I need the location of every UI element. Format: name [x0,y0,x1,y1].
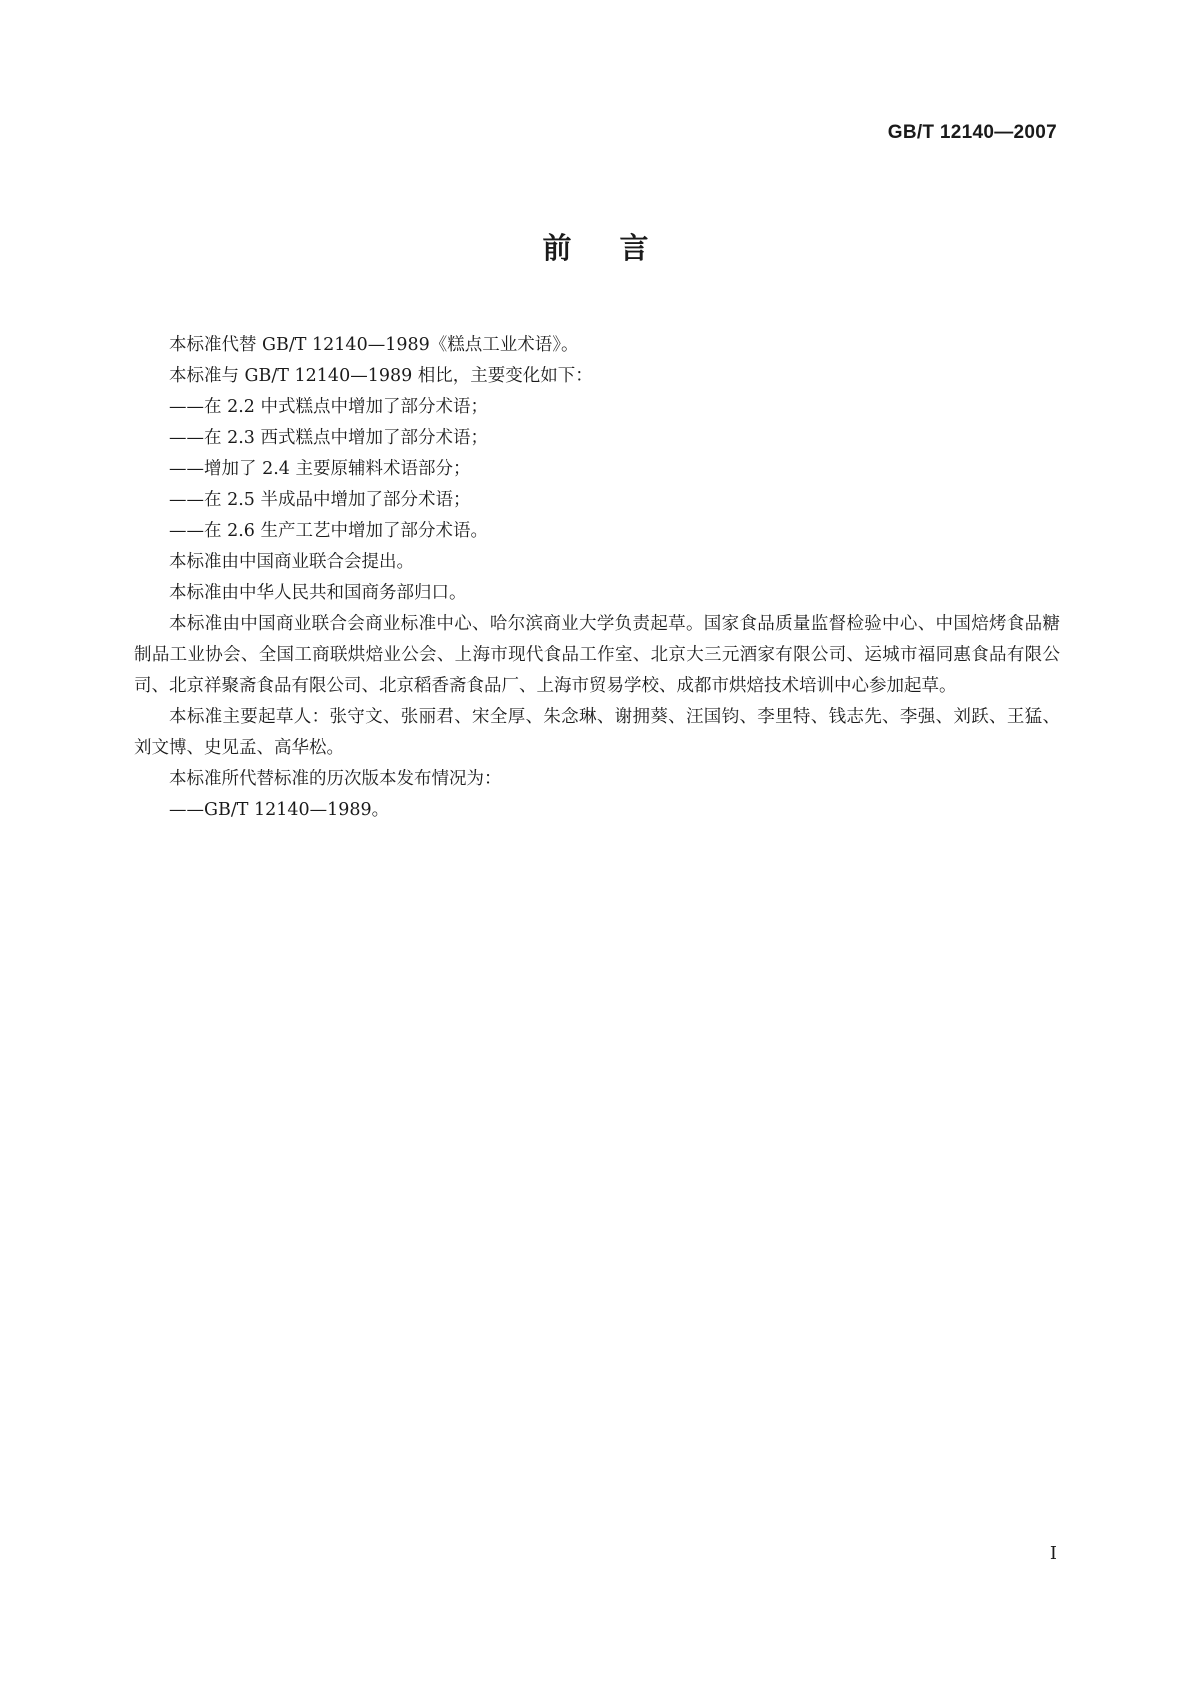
list-item-change: ——在 2.6 生产工艺中增加了部分术语。 [169,521,488,541]
paragraph-previous-editions: 本标准所代替标准的历次版本发布情况为： [169,769,502,789]
list-item-change: ——在 2.5 半成品中增加了部分术语； [169,490,471,510]
page-title: 前言 [542,231,697,265]
paragraph-replaces: 本标准代替 GB/T 12140—1989《糕点工业术语》。 [169,335,579,355]
page-number: I [1049,1543,1057,1564]
list-item-change: ——在 2.3 西式糕点中增加了部分术语； [169,428,488,448]
list-item-edition: ——GB/T 12140—1989。 [169,800,390,820]
list-item-change: ——增加了 2.4 主要原辅料术语部分； [169,459,471,479]
paragraph-changes-intro: 本标准与 GB/T 12140—1989 相比，主要变化如下： [169,366,593,386]
list-item-change: ——在 2.2 中式糕点中增加了部分术语； [169,397,488,417]
standard-code: GB/T 12140—2007 [887,122,1057,143]
paragraph-drafters: 本标准主要起草人：张守文、张丽君、宋全厚、朱念琳、谢拥葵、汪国钧、李里特、钱志先、李强、刘跃、王猛、刘文博、史见孟、高华松。 [134,707,1060,758]
paragraph-administered-by: 本标准由中华人民共和国商务部归口。 [169,583,467,603]
paragraph-proposed-by: 本标准由中国商业联合会提出。 [169,552,414,572]
preface-body [134,330,1060,826]
paragraph-drafting-units: 本标准由中国商业联合会商业标准中心、哈尔滨商业大学负责起草。国家食品质量监督检验中心、中国焙烤食品糖制品工业协会、全国工商联烘焙业公会、上海市现代食品工作室、北京大三元酒家有限公司、运城市福同惠食品有限公司、北京祥聚斋食品有限公司、北京稻香斋食品厂、上海市贸易学校、成都市烘焙技术培训中心参加起草。 [134,614,1060,696]
